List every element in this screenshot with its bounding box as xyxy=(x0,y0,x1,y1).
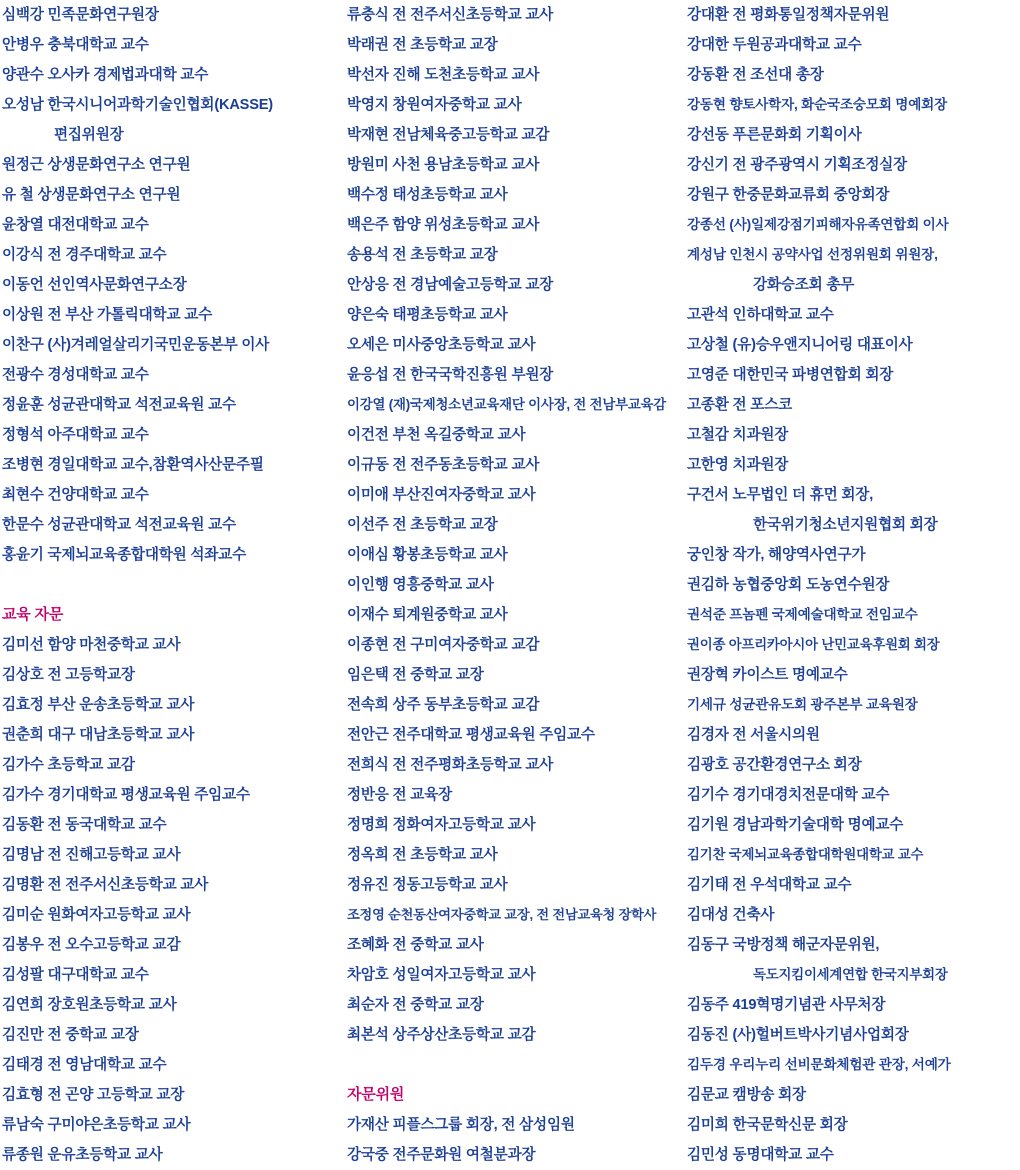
list-item: 김성팔 대구대학교 교수 xyxy=(2,967,149,983)
list-item: 김기찬 국제뇌교육종합대학원대학교 교수 xyxy=(687,847,924,862)
list-item: 가재산 피플스그룹 회장, 전 삼성임원 xyxy=(347,1117,575,1133)
list-item: 임은택 전 중학교 교장 xyxy=(347,667,484,683)
list-item: 강선동 푸른문화회 기획이사 xyxy=(687,127,862,143)
list-item: 한문수 성균관대학교 석전교육원 교수 xyxy=(2,517,236,533)
list-item: 김경자 전 서울시의원 xyxy=(687,727,820,743)
list-item: 전속희 상주 동부초등학교 교감 xyxy=(347,697,540,713)
list-item: 이규동 전 전주동초등학교 교사 xyxy=(347,457,540,473)
list-item: 강원구 한중문화교류회 중앙회장 xyxy=(687,187,890,203)
column-right xyxy=(685,0,1020,1170)
list-item: 권장혁 카이스트 명예교수 xyxy=(687,667,848,683)
list-item: 고철감 치과원장 xyxy=(687,427,789,443)
list-item: 안상응 전 경남예술고등학교 교장 xyxy=(347,277,554,293)
list-item: 유 철 상생문화연구소 연구원 xyxy=(2,187,181,203)
list-item: 김기태 전 우석대학교 교수 xyxy=(687,877,852,893)
list-item: 백은주 함양 위성초등학교 교사 xyxy=(347,217,540,233)
list-item: 강국중 전주문화원 여철분과장 xyxy=(347,1147,536,1163)
list-item: 정명희 정화여자고등학교 교사 xyxy=(347,817,536,833)
list-item: 고종환 전 포스코 xyxy=(687,397,792,413)
list-item: 류충식 전 전주서신초등학교 교사 xyxy=(347,7,554,23)
list-block-center-2 xyxy=(347,1110,681,1170)
list-item: 이애심 황봉초등학교 교사 xyxy=(347,547,508,563)
list-item: 류종원 운유초등학교 교사 xyxy=(2,1147,163,1163)
list-item: 정옥희 전 초등학교 교사 xyxy=(347,847,498,863)
list-item: 김대성 건축사 xyxy=(687,907,775,923)
list-item: 김명남 전 진해고등학교 교사 xyxy=(2,847,181,863)
list-item: 심백강 민족문화연구원장 xyxy=(2,7,159,23)
list-item: 이건전 부천 옥길중학교 교사 xyxy=(347,427,526,443)
section-gap xyxy=(347,1050,681,1080)
list-item: 안병우 충북대학교 교수 xyxy=(2,37,149,53)
list-item: 이선주 전 초등학교 교장 xyxy=(347,517,498,533)
list-item: 계성남 인천시 공약사업 선정위원회 위원장, xyxy=(687,247,938,262)
list-item: 방원미 사천 용남초등학교 교사 xyxy=(347,157,540,173)
list-item: 강신기 전 광주광역시 기획조정실장 xyxy=(687,157,908,173)
list-item: 김기수 경기대경치전문대학 교수 xyxy=(687,787,890,803)
list-item-continuation: 독도지킴이세계연합 한국지부회장 xyxy=(753,967,948,982)
list-item: 양은숙 태평초등학교 교사 xyxy=(347,307,508,323)
list-item: 김진만 전 중학교 교장 xyxy=(2,1027,139,1043)
list-item: 송용석 전 초등학교 교장 xyxy=(347,247,498,263)
list-item: 강대한 두원공과대학교 교수 xyxy=(687,37,862,53)
list-item: 이동언 선인역사문화연구소장 xyxy=(2,277,187,293)
list-item: 김명환 전 전주서신초등학교 교사 xyxy=(2,877,209,893)
list-item: 정반응 전 교육장 xyxy=(347,787,452,803)
list-item: 조혜화 전 중학교 교사 xyxy=(347,937,484,953)
list-item: 이상원 전 부산 가톨릭대학교 교수 xyxy=(2,307,212,323)
list-item-continuation: 한국위기청소년지원협회 회장 xyxy=(753,517,938,533)
list-item-continuation: 편집위원장 xyxy=(54,127,124,143)
list-item: 이찬구 (사)겨레얼살리기국민운동본부 이사 xyxy=(2,337,270,353)
list-item: 강동환 전 조선대 총장 xyxy=(687,67,824,83)
list-item: 기세규 성균관유도회 광주본부 교육원장 xyxy=(687,697,918,712)
list-item: 김문교 캠방송 회장 xyxy=(687,1087,806,1103)
list-item: 전안근 전주대학교 평생교육원 주임교수 xyxy=(347,727,595,743)
list-item: 김상호 전 고등학교장 xyxy=(2,667,135,683)
list-item: 김광호 공간환경연구소 회장 xyxy=(687,757,862,773)
list-item: 이인행 영흥중학교 교사 xyxy=(347,577,494,593)
list-item: 조병현 경일대학교 교수,참환역사산문주필 xyxy=(2,457,264,473)
list-item: 전희식 전 전주평화초등학교 교사 xyxy=(347,757,554,773)
list-item: 오세은 미사중앙초등학교 교사 xyxy=(347,337,536,353)
list-item: 김미선 함양 마천중학교 교사 xyxy=(2,637,181,653)
list-block-center-1 xyxy=(347,0,681,1050)
list-item: 강동현 향토사학자, 화순국조숭모회 명예회장 xyxy=(687,97,948,112)
list-item: 정유진 정동고등학교 교사 xyxy=(347,877,508,893)
list-item: 김연희 장호원초등학교 교사 xyxy=(2,997,177,1013)
list-item: 김효형 전 곤양 고등학교 교장 xyxy=(2,1087,185,1103)
list-item: 박래권 전 초등학교 교장 xyxy=(347,37,498,53)
list-item: 김미순 원화여자고등학교 교사 xyxy=(2,907,191,923)
list-item: 백수정 태성초등학교 교사 xyxy=(347,187,508,203)
list-item: 차암호 성일여자고등학교 교사 xyxy=(347,967,536,983)
list-block-left-2 xyxy=(2,630,341,1170)
list-item: 김봉우 전 오수고등학교 교감 xyxy=(2,937,181,953)
list-item: 정윤훈 성균관대학교 석전교육원 교수 xyxy=(2,397,236,413)
column-center xyxy=(345,0,685,1170)
list-item: 궁인창 작가, 해양역사연구가 xyxy=(687,547,866,563)
list-item: 박선자 진해 도천초등학교 교사 xyxy=(347,67,540,83)
list-item: 윤창열 대전대학교 교수 xyxy=(2,217,149,233)
list-item: 김가수 초등학교 교감 xyxy=(2,757,135,773)
list-item: 권춘희 대구 대남초등학교 교사 xyxy=(2,727,195,743)
list-item: 정형석 아주대학교 교수 xyxy=(2,427,149,443)
list-item: 김효정 부산 운송초등학교 교사 xyxy=(2,697,195,713)
section-heading-advisory-committee: 자문위원 xyxy=(347,1086,405,1103)
list-item: 최현수 건양대학교 교수 xyxy=(2,487,149,503)
list-item: 박영지 창원여자중학교 교사 xyxy=(347,97,522,113)
list-item: 고영준 대한민국 파병연합회 회장 xyxy=(687,367,894,383)
list-block-left-1 xyxy=(2,0,341,570)
list-item: 류남숙 구미야은초등학교 교사 xyxy=(2,1117,191,1133)
list-item: 고한영 치과원장 xyxy=(687,457,789,473)
list-item: 최순자 전 중학교 교장 xyxy=(347,997,484,1013)
list-item: 최본석 상주상산초등학교 교감 xyxy=(347,1027,536,1043)
list-item: 고상철 (유)승우앤지니어링 대표이사 xyxy=(687,337,913,353)
list-item: 이강식 전 경주대학교 교수 xyxy=(2,247,167,263)
list-item: 김가수 경기대학교 평생교육원 주임교수 xyxy=(2,787,250,803)
list-item: 김동구 국방정책 해군자문위원, xyxy=(687,937,880,953)
section-heading-education-advisors: 교육 자문 xyxy=(2,606,64,623)
list-item: 원정근 상생문화연구소 연구원 xyxy=(2,157,191,173)
list-block-right-1 xyxy=(687,0,1018,1170)
list-item: 김태경 전 영남대학교 교수 xyxy=(2,1057,167,1073)
list-item: 구건서 노무법인 더 휴먼 회장, xyxy=(687,487,874,503)
list-item: 이재수 퇴계원중학교 교사 xyxy=(347,607,508,623)
list-item: 고관석 인하대학교 교수 xyxy=(687,307,834,323)
list-item: 김기원 경남과학기술대학 명예교수 xyxy=(687,817,904,833)
section-gap xyxy=(2,570,341,600)
list-item: 박재현 전남체육중고등학교 교감 xyxy=(347,127,550,143)
list-item: 양관수 오사카 경제법과대학 교수 xyxy=(2,67,209,83)
list-item: 전광수 경성대학교 교수 xyxy=(2,367,149,383)
list-item: 오성남 한국시니어과학기술인협회(KASSE) xyxy=(2,97,273,113)
list-item: 권석준 프놈펜 국제예술대학교 전임교수 xyxy=(687,607,918,622)
list-item: 이미애 부산진여자중학교 교사 xyxy=(347,487,536,503)
column-left xyxy=(0,0,345,1170)
list-item: 강종선 (사)일제강점기피해자유족연합회 이사 xyxy=(687,217,949,232)
list-item: 김민성 동명대학교 교수 xyxy=(687,1147,834,1163)
list-item: 김동주 419혁명기념관 사무처장 xyxy=(687,997,886,1013)
list-item: 권이종 아프리카아시아 난민교육후원회 회장 xyxy=(687,637,940,652)
list-item: 조정영 순천동산여자중학교 교장, 전 전남교육청 장학사 xyxy=(347,907,657,922)
list-item: 이종현 전 구미여자중학교 교감 xyxy=(347,637,540,653)
list-item: 김두경 우리누리 선비문화체험관 관장, 서예가 xyxy=(687,1057,951,1072)
list-item: 김동진 (사)헐버트박사기념사업회장 xyxy=(687,1027,909,1043)
list-item: 홍윤기 국제뇌교육종합대학원 석좌교수 xyxy=(2,547,246,563)
list-item: 김미희 한국문학신문 회장 xyxy=(687,1117,848,1133)
list-item: 강대환 전 평화통일정책자문위원 xyxy=(687,7,890,23)
list-item: 윤응섭 전 한국국학진흥원 부원장 xyxy=(347,367,554,383)
list-item: 김동환 전 동국대학교 교수 xyxy=(2,817,167,833)
list-item-continuation: 강화승조회 총무 xyxy=(753,277,855,293)
list-item: 권김하 농협중앙회 도농연수원장 xyxy=(687,577,890,593)
list-item: 이강열 (재)국제청소년교육재단 이사장, 전 전남부교육감 xyxy=(347,397,667,412)
